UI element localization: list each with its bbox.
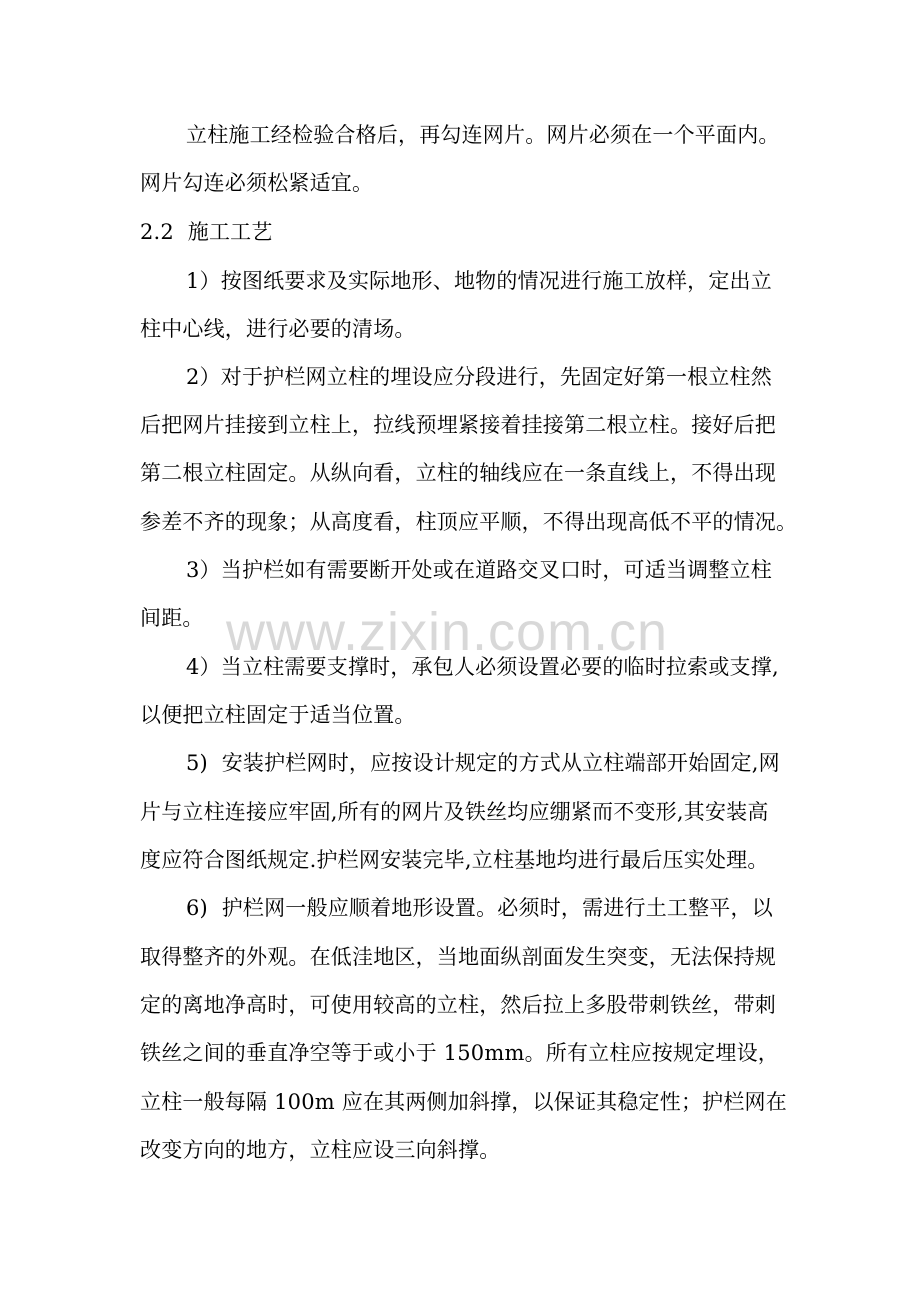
paragraph-7-line-6: 改变方向的地方，立柱应设三向斜撑。 bbox=[140, 1138, 501, 1162]
paragraph-7-line-2: 取得整齐的外观。在低洼地区，当地面纵剖面发生突变，无法保持规 bbox=[140, 945, 776, 969]
paragraph-5-line-2: 以便把立柱固定于适当位置。 bbox=[140, 703, 416, 727]
paragraph-1-line-1: 立柱施工经检验合格后，再勾连网片。网片必须在一个平面内。 bbox=[186, 123, 780, 147]
paragraph-5-line-1: 4）当立柱需要支撑时，承包人必须设置必要的临时拉索或支撑, bbox=[186, 655, 779, 679]
paragraph-7-line-4: 铁丝之间的垂直净空等于或小于 150mm。所有立柱应按规定埋设， bbox=[140, 1041, 779, 1065]
paragraph-3-line-3: 第二根立柱固定。从纵向看，立柱的轴线应在一条直线上，不得出现 bbox=[140, 461, 776, 485]
paragraph-6-line-1: 5) 安装护栏网时，应按设计规定的方式从立柱端部开始固定,网 bbox=[186, 751, 780, 775]
paragraph-6-line-3: 度应符合图纸规定.护栏网安装完毕,立柱基地均进行最后压实处理。 bbox=[140, 848, 769, 872]
paragraph-2-line-2: 柱中心线，进行必要的清场。 bbox=[140, 317, 416, 341]
paragraph-3-line-2: 后把网片挂接到立柱上，拉线预埋紧接着挂接第二根立柱。接好后把 bbox=[140, 413, 776, 437]
paragraph-3-line-4: 参差不齐的现象；从高度看，柱顶应平顺，不得出现高低不平的情况。 bbox=[140, 510, 798, 534]
paragraph-4-line-2: 间距。 bbox=[140, 606, 204, 630]
paragraph-7-line-5: 立柱一般每隔 100m 应在其两侧加斜撑，以保证其稳定性；护栏网在 bbox=[140, 1090, 787, 1114]
paragraph-7-line-1: 6) 护栏网一般应顺着地形设置。必须时，需进行土工整平，以 bbox=[186, 896, 773, 920]
paragraph-2-line-1: 1）按图纸要求及实际地形、地物的情况进行施工放样，定出立 bbox=[186, 269, 772, 293]
paragraph-6-line-2: 片与立柱连接应牢固,所有的网片及铁丝均应绷紧而不变形,其安装高 bbox=[140, 800, 769, 824]
paragraph-7-line-3: 定的离地净高时，可使用较高的立柱，然后拉上多股带刺铁丝，带刺 bbox=[140, 993, 776, 1017]
watermark: www.zixin.com.cn bbox=[226, 602, 669, 662]
section-heading: 2.2 施工工艺 bbox=[140, 220, 273, 244]
paragraph-4-line-1: 3）当护栏如有需要断开处或在道路交叉口时，可适当调整立柱 bbox=[186, 558, 772, 582]
paragraph-3-line-1: 2）对于护栏网立柱的埋设应分段进行，先固定好第一根立柱然 bbox=[186, 365, 772, 389]
paragraph-1-line-2: 网片勾连必须松紧适宜。 bbox=[140, 171, 374, 195]
